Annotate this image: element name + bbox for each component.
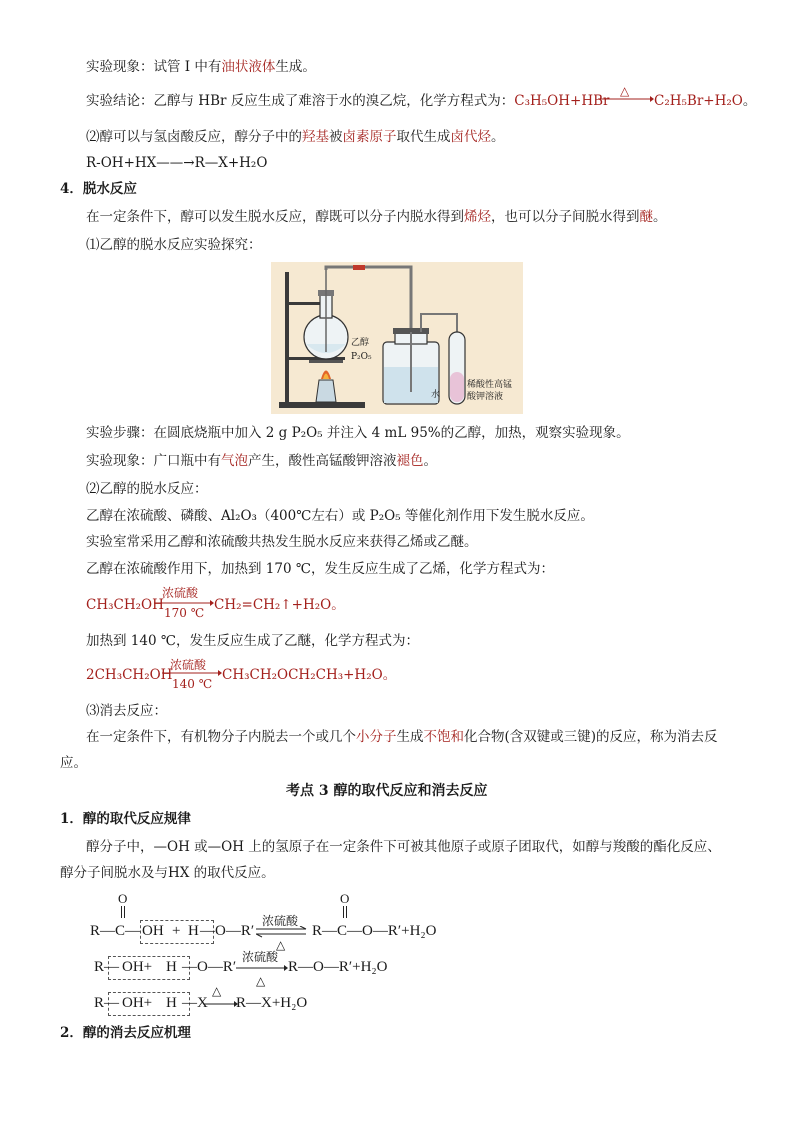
kd3-p1: 醇分子中，—OH 或—OH 上的氢原子在一定条件下可被其他原子或原子团取代，如醇与羧酸的酯化反应、 — [86, 839, 721, 855]
elim-def-end: 应。 — [60, 755, 87, 771]
t170-text: 乙醇在浓硫酸作用下，加热到 170 ℃，发生反应生成了乙烯，化学方程式为： — [86, 561, 554, 577]
exp-obs: 实验现象：广口瓶中有气泡产生，酸性高锰酸钾溶液褪色。 — [86, 453, 437, 469]
label-p2o5: P₂O₅ — [351, 352, 372, 362]
apparatus-figure — [271, 262, 523, 414]
sub3: ⑶消去反应： — [86, 703, 167, 719]
eq170-right: CH₂=CH₂↑+H₂O。 — [214, 597, 345, 613]
m1-plus: + — [172, 923, 181, 939]
hbr-general-eq: R-OH+HX——→R—X+H₂O — [86, 155, 268, 171]
concl-hbr: 实验结论：乙醇与 HBr 反应生成了难溶于水的溴乙烷，化学方程式为：C₃H₅OH+HBr — [86, 93, 610, 109]
catalyst-text: 乙醇在浓硫酸、磷酸、Al₂O₃（400℃左右）或 P₂O₅ 等催化剂作用下发生脱水反应。 — [86, 508, 594, 524]
m3-mid: —X — [182, 995, 208, 1011]
m3-right: R—X+H₂O — [236, 995, 308, 1011]
kd3-title: 考点 3 醇的取代反应和消去反应 — [286, 783, 488, 799]
eq-hbr-left: C₃H₅OH+HBr — [514, 93, 610, 109]
m3-oh: OH+ — [122, 995, 153, 1011]
eq170-bot: 170 ℃ — [164, 606, 205, 620]
eq-hbr-right: C₂H₅Br+H₂O。 — [654, 93, 757, 109]
eq-hbr-arrow — [598, 94, 654, 104]
eq-hbr-cond: △ — [620, 84, 630, 98]
sub2: ⑵乙醇的脱水反应： — [86, 481, 208, 497]
eq170-top: 浓硫酸 — [162, 586, 199, 600]
m2-h: H — [166, 959, 177, 975]
m1-bot: △ — [276, 938, 286, 952]
m2-top: 浓硫酸 — [242, 950, 279, 964]
m3-arrow — [204, 998, 238, 1010]
m1-o-top-left: O — [118, 891, 128, 906]
eq170-left: CH₃CH₂OH — [86, 597, 164, 613]
m1-top: 浓硫酸 — [262, 914, 299, 928]
kd3-p2: 醇分子间脱水及与HX 的取代反应。 — [60, 865, 275, 881]
label-ethanol: 乙醇 — [351, 338, 370, 348]
m2-mid: —O—R′ — [182, 959, 237, 975]
label-water: 水 — [431, 390, 441, 400]
eq140-left: 2CH₃CH₂OH — [86, 667, 173, 683]
m3-top: △ — [212, 984, 222, 998]
dehydration-intro: 在一定条件下，醇可以发生脱水反应，醇既可以分子内脱水得到烯烃，也可以分子间脱水得到醚。 — [86, 209, 667, 225]
exp-step: 实验步骤：在圆底烧瓶中加入 2 g P₂O₅ 并注入 4 mL 95%的乙醇，加热，观察实验现象。 — [86, 425, 630, 441]
m1-h: H — [188, 923, 199, 939]
m2-right: R—O—R′+H₂O — [288, 959, 388, 975]
m2-oh: OH+ — [122, 959, 153, 975]
eq140-bot: 140 ℃ — [172, 677, 213, 691]
kd3-h1: 1．醇的取代反应规律 — [60, 811, 191, 827]
t140-text: 加热到 140 ℃，发生反应生成了乙醚，化学方程式为： — [86, 633, 419, 649]
lab-text: 实验室常采用乙醇和浓硫酸共热发生脱水反应来获得乙烯或乙醚。 — [86, 534, 478, 550]
m3-left: R— — [94, 995, 120, 1011]
m1-o-top-right: O — [340, 891, 350, 906]
elim-def: 在一定条件下，有机物分子内脱去一个或几个小分子生成不饱和化合物(含双键或三键)的反应，称为消去反 — [86, 729, 718, 745]
kd3-h2: 2．醇的消去反应机理 — [60, 1025, 191, 1041]
label-kmno4-2: 酸钾溶液 — [467, 392, 504, 402]
m1-left: R—C— — [90, 923, 141, 939]
m1-right: R—C—O—R′+H₂O — [312, 923, 437, 939]
sub1: ⑴乙醇的脱水反应实验探究： — [86, 237, 262, 253]
m2-left: R— — [94, 959, 120, 975]
m3-h: H — [166, 995, 177, 1011]
eq140-right: CH₃CH₂OCH₂CH₃+H₂O。 — [222, 667, 397, 683]
eq140-top: 浓硫酸 — [170, 658, 207, 672]
m1-oh: OH — [142, 923, 164, 939]
hbr-p2: ⑵醇可以与氢卤酸反应，醇分子中的羟基被卤素原子取代生成卤代烃。 — [86, 129, 505, 145]
heading-dehydration: 4．脱水反应 — [60, 181, 137, 197]
m1-mid: —O—R′ — [200, 923, 255, 939]
m2-bot: △ — [256, 974, 266, 988]
label-kmno4-1: 稀酸性高锰 — [467, 380, 513, 390]
obs-hbr: 实验现象：试管 Ⅰ 中有油状液体生成。 — [86, 59, 316, 75]
